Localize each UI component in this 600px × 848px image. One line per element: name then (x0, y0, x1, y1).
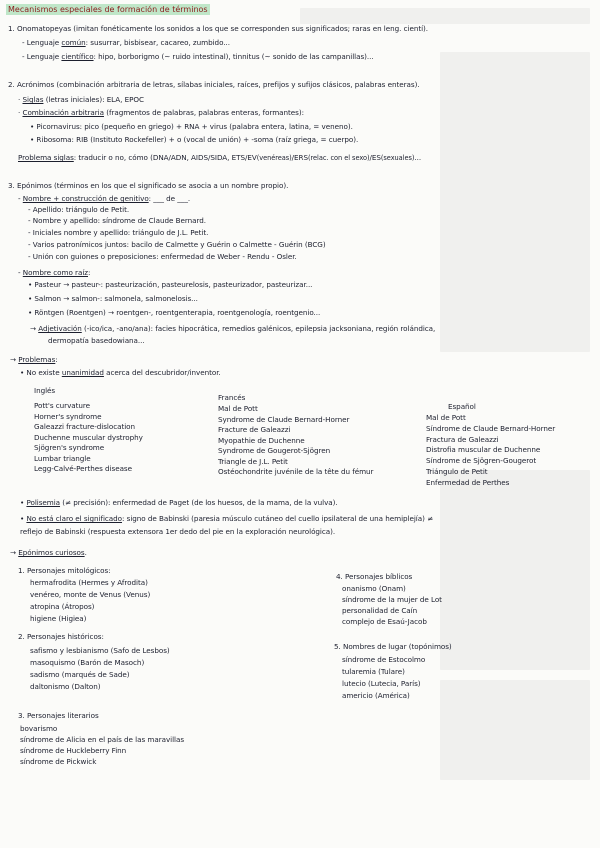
ingles-term: Lumbar triangle (34, 453, 91, 463)
nombre-como-raiz: - Nombre como raíz: (18, 268, 91, 277)
eponimo-nombre-apellido: - Nombre y apellido: síndrome de Claude Bernard. (28, 216, 206, 225)
bleed-through (440, 680, 590, 780)
mitologico-item: atropina (Átropos) (30, 602, 95, 611)
historico-item: sadismo (marqués de Sade) (30, 670, 130, 679)
mitologico-item: hermafrodita (Hermes y Afrodita) (30, 578, 148, 587)
lugar-item: tularemia (Tulare) (342, 667, 405, 676)
historico-item: daltonismo (Dalton) (30, 682, 101, 691)
espanol-term: Síndrome de Claude Bernard-Horner (426, 423, 556, 433)
section-3-heading: 3. Epónimos (términos en los que el significado se asocia a un nombre propio). (8, 181, 289, 190)
page-title: Mecanismos especiales de formación de términos (8, 5, 208, 14)
biblico-item: personalidad de Caín (342, 606, 418, 615)
col-header-frances: Francés (218, 393, 246, 402)
bleed-through (440, 470, 590, 670)
raiz-salmon: • Salmon → salmon-: salmonela, salmonelosis... (28, 294, 198, 303)
biblicos-heading: 4. Personajes bíblicos (336, 572, 413, 581)
literario-item: bovarismo (20, 724, 58, 733)
nombre-genitivo: - Nombre + construcción de genitivo: ___ de ___. (18, 194, 191, 203)
ribosoma: • Ribosoma: RIB (Instituto Rockefeller) + o (vocal de unión) + -soma (raíz griega, = cuerpo). (30, 135, 359, 144)
lugar-item: lutecio (Lutecia, París) (342, 679, 421, 688)
raiz-rontgen: • Röntgen (Roentgen) → roentgen-, roentgenterapia, roentgenología, roentgenio... (28, 308, 321, 317)
frances-term: Fracture de Galeazzi (218, 425, 291, 434)
espanol-term: Síndrome de Sjögren-Gougerot (426, 456, 537, 466)
siglas: · Siglas (letras iniciales): ELA, EPOC (18, 95, 144, 104)
frances-term: Syndrome de Claude Bernard-Horner (218, 414, 350, 424)
literario-item: síndrome de Huckleberry Finn (20, 746, 127, 755)
espanol-term: Triángulo de Petit (426, 467, 488, 476)
polisemia: • Polisemia (≠ precisión): enfermedad de Paget (de los huesos, de la mama, de la vulva). (20, 498, 338, 507)
no-esta-claro: • No está claro el significado: signo de Babinski (paresia músculo cutáneo del cuello ipsilateral de una hemiplejía) ≠ (20, 514, 434, 523)
ingles-term: Galeazzi fracture-dislocation (34, 422, 136, 431)
col-header-espanol: Español (448, 402, 476, 411)
lenguaje-comun: - Lenguaje común: susurrar, bisbisear, cacareo, zumbido... (22, 38, 230, 47)
mitologico-item: higiene (Higiea) (30, 614, 87, 623)
ingles-term: Duchenne muscular dystrophy (34, 432, 143, 442)
espanol-term: Enfermedad de Perthes (426, 477, 510, 487)
frances-term: Mal de Pott (218, 404, 258, 413)
lugares-heading: 5. Nombres de lugar (topónimos) (334, 642, 452, 651)
lenguaje-cientifico: - Lenguaje científico: hipo, borborigmo (~ ruido intestinal), tinnitus (~ sonido de las campanillas)... (22, 52, 374, 61)
ingles-term: Pott's curvature (34, 401, 91, 410)
lugar-item: americio (América) (342, 691, 410, 700)
picornavirus: • Picornavirus: pico (pequeño en griego) + RNA + virus (palabra entera, latina, = veneno). (30, 122, 353, 131)
section-2-heading: 2. Acrónimos (combinación arbitraria de letras, sílabas iniciales, raíces, prefijos y sufijos clásicos, palabras enteras). (8, 80, 420, 89)
literario-item: síndrome de Alicia en el país de las maravillas (20, 735, 185, 744)
ingles-term: Legg-Calvé-Perthes disease (34, 464, 132, 473)
espanol-term: Fractura de Galeazzi (426, 434, 499, 444)
eponimo-patronimicos: - Varios patronímicos juntos: bacilo de Calmette y Guérin o Calmette - Guérin (BCG) (28, 240, 326, 249)
section-1-heading: 1. Onomatopeyas (imitan fonéticamente los sonidos a los que se corresponden sus significados; raras en leng. cientí). (8, 24, 429, 33)
literarios-heading: 3. Personajes literarios (18, 711, 99, 720)
espanol-term: Mal de Pott (426, 413, 466, 422)
ingles-term: Horner's syndrome (34, 411, 102, 421)
ingles-term: Sjögren's syndrome (34, 443, 105, 452)
historico-item: masoquismo (Barón de Masoch) (30, 658, 145, 667)
lugar-item: síndrome de Estocolmo (342, 655, 426, 664)
frances-term: Ostéochondrite juvénile de la tête du fémur (218, 467, 374, 476)
biblico-item: síndrome de la mujer de Lot (342, 595, 442, 604)
eponimo-iniciales: - Iniciales nombre y apellido: triángulo de J.L. Petit. (28, 228, 209, 237)
problema-siglas: Problema siglas: traducir o no, cómo (DNA/ADN, AIDS/SIDA, ETS/EV(venéreas)/ERS(relac. con el sexo)/ES(sexuales)... (18, 153, 422, 162)
eponimo-apellido: - Apellido: triángulo de Petit. (28, 205, 130, 214)
frances-term: Syndrome de Gougerot-Sjögren (218, 446, 331, 455)
historicos-heading: 2. Personajes históricos: (18, 632, 104, 641)
eponimos-curiosos-heading: → Epónimos curiosos. (10, 548, 87, 557)
reflejo-babinski: reflejo de Babinski (respuesta extensora 1er dedo del pie en la exploración neurológica). (20, 527, 336, 536)
col-header-ingles: Inglés (34, 386, 56, 395)
eponimo-guiones: - Unión con guiones o preposiciones: enfermedad de Weber - Rendu - Osler. (28, 252, 297, 261)
mitologicos-heading: 1. Personajes mitológicos: (18, 566, 111, 575)
combinacion-arbitraria: · Combinación arbitraria (fragmentos de palabras, palabras enteras, formantes): (18, 108, 304, 117)
problemas-heading: → Problemas: (10, 355, 58, 364)
historico-item: safismo y lesbianismo (Safo de Lesbos) (30, 646, 170, 655)
bleed-through (440, 52, 590, 352)
literario-item: síndrome de Pickwick (20, 757, 97, 766)
raiz-pasteur: • Pasteur → pasteur-: pasteurización, pasteurelosis, pasteurizador, pasteurizar... (28, 280, 313, 289)
adjetivacion-cont: dermopatía basedowiana... (48, 336, 145, 345)
espanol-term: Distrofia muscular de Duchenne (426, 445, 541, 455)
unanimidad: • No existe unanimidad acerca del descubridor/inventor. (20, 368, 221, 377)
biblico-item: complejo de Esaú-Jacob (342, 617, 427, 626)
biblico-item: onanismo (Onam) (342, 584, 406, 593)
bleed-through (300, 8, 590, 24)
frances-term: Myopathie de Duchenne (218, 435, 305, 445)
adjetivacion: → Adjetivación (-ico/ica, -ano/ana): facies hipocrática, remedios galénicos, epilepsia jacksoniana, región rolándica, (30, 324, 436, 333)
mitologico-item: venéreo, monte de Venus (Venus) (30, 590, 151, 599)
frances-term: Triangle de J.L. Petit (218, 456, 288, 466)
